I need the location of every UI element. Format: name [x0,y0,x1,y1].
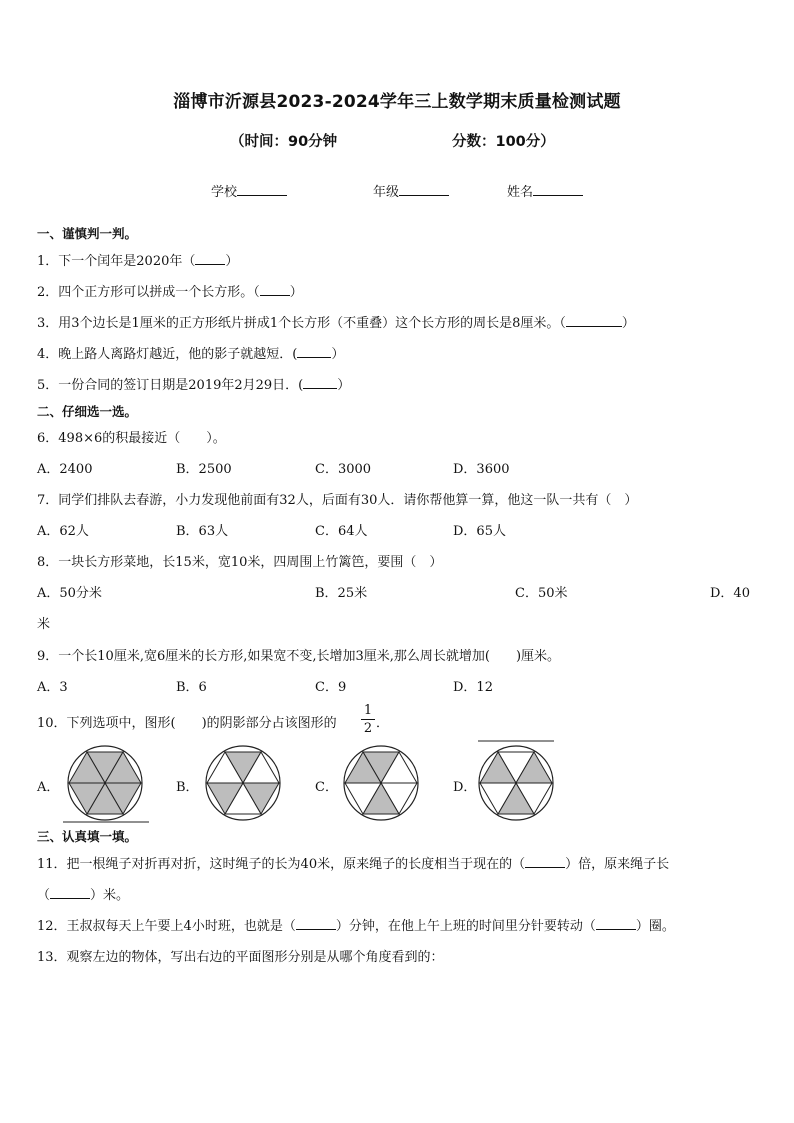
q11-text: 11．把一根绳子对折再对折，这时绳子的长为40米，原来绳子的长度相当于现在的（ [37,857,526,872]
question-1 [37,250,238,269]
q5-blank[interactable] [303,376,337,389]
q6-option-d[interactable]: D．3600 [453,462,510,477]
q12-text-a: 12．王叔叔每天上午要上4小时班，也就是（ [37,919,296,934]
question-13: 13．观察左边的物体，写出右边的平面图形分别是从哪个角度看到的： [37,950,444,965]
school-field[interactable] [211,181,287,200]
q10-end: ． [376,716,390,731]
figure-a-hexagon-circle[interactable] [63,742,149,824]
school-blank[interactable] [237,183,287,196]
fraction-bar [361,719,375,720]
q1-blank[interactable] [195,252,225,265]
q7-option-c[interactable]: C．64人 [315,524,368,539]
exam-score: 分数：100分） [452,134,555,150]
q9-option-b[interactable]: B．6 [176,680,207,695]
school-label: 学校 [211,185,238,200]
q9-option-c[interactable]: C．9 [315,680,347,695]
section-3-heading: 三、认真填一填。 [37,829,138,844]
question-3 [37,312,635,331]
q12-blank-2[interactable] [596,917,636,930]
q12-blank-1[interactable] [296,917,336,930]
q3-end: ） [621,316,635,331]
question-4 [37,343,344,362]
q2-blank[interactable] [260,283,290,296]
q10-option-b[interactable]: B． [176,780,199,795]
section-2-heading: 二、仔细选一选。 [37,404,138,419]
figure-d-hexagon-circle[interactable] [474,738,558,824]
q5-end: ） [337,378,351,393]
q7-option-b[interactable]: B．63人 [176,524,229,539]
grade-label: 年级 [373,185,400,200]
q1-end: ） [225,254,239,269]
question-8: 8．一块长方形菜地，长15米，宽10米，四周围上竹篱笆，要围（ ） [37,555,443,570]
q8-option-c[interactable]: C．50米 [515,586,568,601]
q7-option-a[interactable]: A．62人 [37,524,89,539]
question-12 [37,915,675,934]
q3-blank[interactable] [566,314,622,327]
question-5 [37,374,350,393]
q11-blank-1[interactable] [525,855,565,868]
section-1-heading: 一、谨慎判一判。 [37,226,138,241]
figure-b-hexagon-circle[interactable] [201,742,285,824]
q8-option-a[interactable]: A．50分米 [37,586,102,601]
q11-mid: ）倍，原来绳子长 [565,857,670,872]
q12-text-b: ）分钟，在他上午上班的时间里分针要转动（ [335,919,596,934]
q10-option-a[interactable]: A． [37,780,60,795]
q11-open: （ [37,888,51,903]
q8-option-d[interactable]: D．40 [710,586,750,601]
q2-end: ） [289,285,303,300]
q6-option-a[interactable]: A．2400 [37,462,93,477]
question-7: 7．同学们排队去春游，小力发现他前面有32人，后面有30人．请你帮他算一算，他这一队一共有（ ） [37,493,638,508]
fraction-denominator: 2 [363,721,373,736]
name-field[interactable] [507,181,583,200]
figure-c-hexagon-circle[interactable] [339,742,423,824]
q4-text: 4．晚上路人离路灯越近，他的影子就越短．( [37,347,298,362]
fraction-numerator: 1 [363,703,373,718]
name-label: 姓名 [507,185,534,200]
question-2 [37,281,303,300]
exam-time: （时间：90分钟 [230,134,338,150]
q1-text: 1．下一个闰年是2020年（ [37,254,196,269]
q11-blank-2[interactable] [50,886,90,899]
question-9: 9．一个长10厘米,宽6厘米的长方形,如果宽不变,长增加3厘米,那么周长就增加( )厘米。 [37,649,561,664]
q2-text: 2．四个正方形可以拼成一个长方形。（ [37,285,260,300]
q11-end: ）米。 [90,888,130,903]
q8-option-d-wrap: 米 [37,617,51,632]
question-11 [37,853,669,872]
q3-text: 3．用3个边长是1厘米的正方形纸片拼成1个长方形（不重叠）这个长方形的周长是8厘米。（ [37,316,566,331]
page-title: 淄博市沂源县2023-2024学年三上数学期末质量检测试题 [173,92,621,112]
question-6: 6．498×6的积最接近（ ）。 [37,431,226,446]
fraction-one-half [361,703,375,736]
q12-text-c: ）圈。 [635,919,675,934]
q6-option-b[interactable]: B．2500 [176,462,232,477]
name-blank[interactable] [533,183,583,196]
q5-text: 5．一份合同的签订日期是2019年2月29日．( [37,378,304,393]
question-10: 10．下列选项中，图形( )的阴影部分占该图形的 [37,716,337,731]
q10-option-d[interactable]: D． [453,780,477,795]
grade-blank[interactable] [399,183,449,196]
grade-field[interactable] [373,181,449,200]
q4-blank[interactable] [297,345,331,358]
q8-option-b[interactable]: B．25米 [315,586,368,601]
q10-option-c[interactable]: C． [315,780,338,795]
question-11-line2 [37,884,129,903]
q9-option-d[interactable]: D．12 [453,680,493,695]
q4-end: ） [331,347,345,362]
q9-option-a[interactable]: A．3 [37,680,68,695]
q7-option-d[interactable]: D．65人 [453,524,506,539]
q6-option-c[interactable]: C．3000 [315,462,372,477]
